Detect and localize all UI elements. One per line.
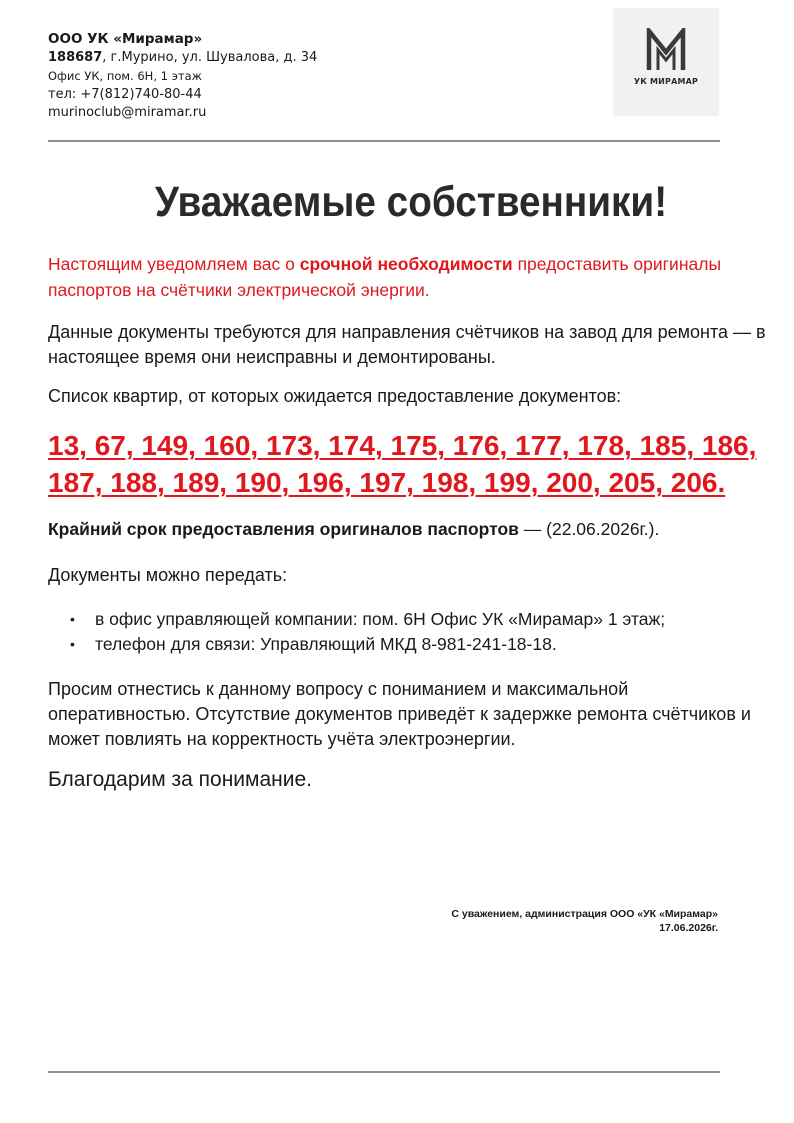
- closing-paragraph: Просим отнестись к данному вопросу с пониманием и максимальной оперативностью. Отсутствие документов приведёт к задержке ремонта счётчиков и может повлиять на корректность учёта электроэнергии.: [48, 679, 751, 749]
- company-address: [48, 49, 317, 68]
- signature-block: [451, 907, 718, 935]
- deadline-label: Крайний срок предоставления оригиналов паспортов: [48, 519, 519, 539]
- company-header: [48, 30, 317, 123]
- handover-list: [48, 607, 665, 657]
- list-item-text: телефон для связи: Управляющий МКД 8-981-241-18-18.: [95, 634, 557, 654]
- logo-text: УК МИРАМАР: [633, 77, 699, 86]
- handover-intro: Документы можно передать:: [48, 565, 288, 585]
- company-name: ООО УК «Мирамар»: [48, 31, 203, 47]
- list-item: [48, 607, 665, 632]
- miramar-logo-icon: [646, 28, 686, 72]
- footer-divider: [48, 1071, 720, 1073]
- list-item-text: в офис управляющей компании: пом. 6Н Офис УК «Мирамар» 1 этаж;: [95, 609, 666, 629]
- deadline-line: [48, 519, 659, 540]
- company-logo: [613, 8, 719, 116]
- deadline-date: — (22.06.2026г.).: [518, 519, 660, 539]
- signature-date: 17.06.2026г.: [659, 922, 718, 934]
- address-rest: , г.Мурино, ул. Шувалова, д. 34: [102, 49, 318, 65]
- apartment-numbers: 13, 67, 149, 160, 173, 174, 175, 176, 177, 178, 185, 186, 187, 188, 189, 190, 196, 197, 198, 199, 200, 205, 206.: [48, 430, 757, 498]
- office-location: Офис УК, пом. 6Н, 1 этаж: [48, 69, 203, 83]
- urgent-emphasis: срочной необходимости: [299, 254, 513, 274]
- urgent-notice: [48, 251, 768, 303]
- thanks-line: Благодарим за понимание.: [48, 768, 312, 791]
- signature-line: С уважением, администрация ООО «УК «Мирамар»: [451, 908, 718, 920]
- apartment-list-intro: Список квартир, от которых ожидается предоставление документов:: [48, 386, 622, 406]
- header-divider: [48, 140, 720, 142]
- urgent-before: Настоящим уведомляем вас о: [48, 254, 300, 274]
- urgent-after: предоставить оригиналы паспортов на счётчики электрической энергии.: [48, 254, 722, 300]
- reason-paragraph: Данные документы требуются для направления счётчиков на завод для ремонта — в настоящее время они неисправны и демонтированы.: [48, 322, 766, 367]
- list-item: [48, 632, 665, 657]
- bullet-icon: •: [70, 611, 75, 627]
- bullet-icon: •: [70, 636, 75, 652]
- postcode: 188687: [48, 49, 103, 65]
- email-line: murinoclub@miramar.ru: [48, 105, 207, 120]
- phone-line: тел: +7(812)740-80-44: [48, 86, 202, 102]
- page-title: Уважаемые собственники!: [154, 178, 668, 226]
